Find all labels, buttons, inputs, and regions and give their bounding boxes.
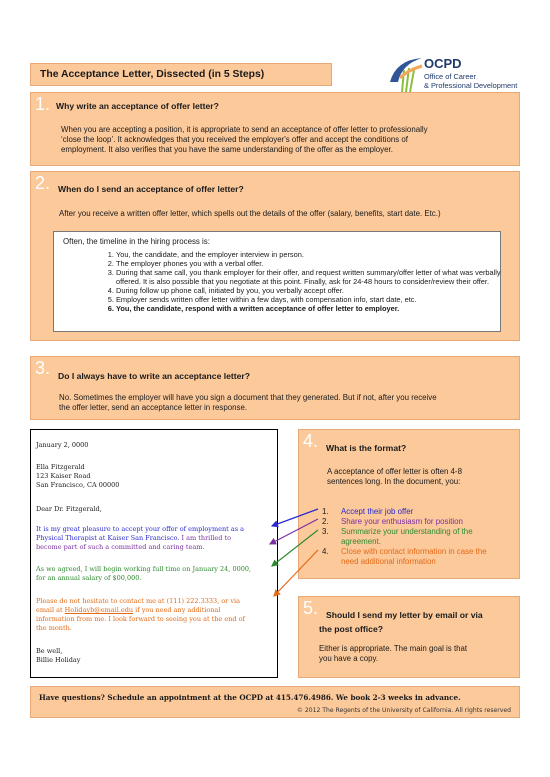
section-2-number: 2. [35,173,51,193]
logo-line-2: & Professional Development [424,81,518,90]
format-item-2-num: 2. [322,517,329,526]
format-item-3: Summarize your understanding of the [341,527,473,536]
format-item-3-cont: agreement. [341,537,381,546]
letter-p3-line: information from me. I look forward to seeing you at the end of [36,615,245,623]
section-4-intro-line: sentences long. In the document, you: [327,477,461,486]
letter-p2-line: As we agreed, I will begin working full time on January 24, 0000, [36,565,252,573]
timeline-step: 2. The employer phones you with a verbal offer. [116,259,508,268]
letter-signature: Billie Holiday [36,656,81,664]
section-4-intro-line: A acceptance of offer letter is often 4-8 [327,467,462,476]
section-5-question-line: the post office? [319,624,383,634]
section-4-question: What is the format? [326,443,407,453]
footer-cta: Have questions? Schedule an appointment at the OCPD at 415.476.4986. We book 2-3 weeks in advance. [39,693,461,702]
footer-bar [30,686,520,718]
letter-p3-line: Please do not hesitate to contact me at (111) 222.3333, or via [36,597,240,605]
format-item-2: Share your enthusiasm for position [341,517,463,526]
letter-p3-span: email at [36,606,65,614]
section-3-line-2: the offer letter, send an acceptance letter in response. [59,403,248,412]
format-item-4-cont: need additional information [341,557,436,566]
section-5 [298,596,520,678]
section-1-line-3: employment. It also verifies that you have the same understanding of the offer as the employer. [61,145,393,154]
section-5-answer-line: you have a copy. [319,654,379,663]
format-item-1: Accept their job offer [341,507,414,516]
letter-p1-line [36,534,276,543]
letter-p1-span: Physical Therapist at Kaiser San Francisco. [36,534,180,542]
section-3 [30,356,520,420]
sample-letter [30,429,278,678]
timeline-title: Often, the timeline in the hiring process is: [63,237,210,246]
format-item-3-num: 3. [322,527,329,536]
section-1 [30,92,520,166]
letter-p1-line: It is my great pleasure to accept your offer of employment as a [36,525,244,533]
letter-address-line: San Francisco, CA 00000 [36,481,120,489]
section-1-number: 1. [35,94,51,114]
letter-salutation: Dear Dr. Fitzgerald, [36,505,102,513]
section-2-question: When do I send an acceptance of offer letter? [58,184,244,194]
format-item-1-num: 1. [322,507,329,516]
section-3-number: 3. [35,358,51,378]
timeline-step: 5. Employer sends written offer letter within a few days, with compensation info, start date, etc. [116,295,508,304]
logo-acronym: OCPD [424,56,462,71]
timeline-box [53,231,501,332]
section-4-number: 4. [303,431,319,451]
format-item-4-num: 4. [322,547,329,556]
section-1-line-2: ‘close the loop’. It acknowledges that you received the employer's offer and accept the conditions of [61,135,409,144]
section-3-line-1: No. Sometimes the employer will have you sign a document that they generated. But if not, after you receive [59,393,437,402]
email-link[interactable]: Holidayb@email.edu [64,606,134,614]
letter-closing: Be well, [36,647,63,655]
timeline-step: 3. During that same call, you thank employer for their offer, and request written summary/offer letter of what was verbally offered. It is also possible that you negotiate at this point. Finally, ask for 24-48 hours to consider/review their offer. [116,268,508,286]
letter-p2-line: for an annual salary of $00,000. [36,574,142,582]
logo-line-1: Office of Career [424,72,477,81]
page-title: The Acceptance Letter, Dissected (in 5 Steps) [40,69,265,80]
swoosh-icon [386,52,428,96]
timeline-step: 4. During follow up phone call, initiated by you, you verbally accept offer. [116,286,508,295]
footer-copyright: © 2012 The Regents of the University of California. All rights reserved [296,707,511,714]
letter-date: January 2, 0000 [36,441,89,449]
format-item-4: Close with contact information in case the [341,547,487,556]
section-4 [298,429,520,579]
letter-p3-span: if you need any additional [133,606,221,614]
section-5-answer-line: Either is appropriate. The main goal is that [319,644,468,653]
letter-p3-line [36,606,276,615]
section-5-number: 5. [303,598,319,618]
section-2 [30,171,520,341]
letter-address-line: 123 Kaiser Road [36,472,91,480]
section-5-question-line: Should I send my letter by email or via [326,610,483,620]
section-1-question: Why write an acceptance of offer letter? [56,101,219,111]
timeline-list [98,250,508,313]
timeline-step: 6. You, the candidate, respond with a written acceptance of offer letter to employer. [116,304,508,313]
title-bar [30,63,332,86]
section-1-line-1: When you are accepting a position, it is appropriate to send an acceptance of offer letter to professionally [61,125,428,134]
letter-p3-line: the month. [36,624,72,632]
letter-p1-line: become part of such a committed and caring team. [36,543,205,551]
section-2-intro: After you receive a written offer letter, which spells out the details of the offer (salary, benefits, start date. Etc.) [59,209,441,218]
letter-p1-span: I am thrilled to [181,534,232,542]
timeline-step: 1. You, the candidate, and the employer interview in person. [116,250,508,259]
section-3-question: Do I always have to write an acceptance letter? [58,371,250,381]
letter-address-line: Ella Fitzgerald [36,463,85,471]
